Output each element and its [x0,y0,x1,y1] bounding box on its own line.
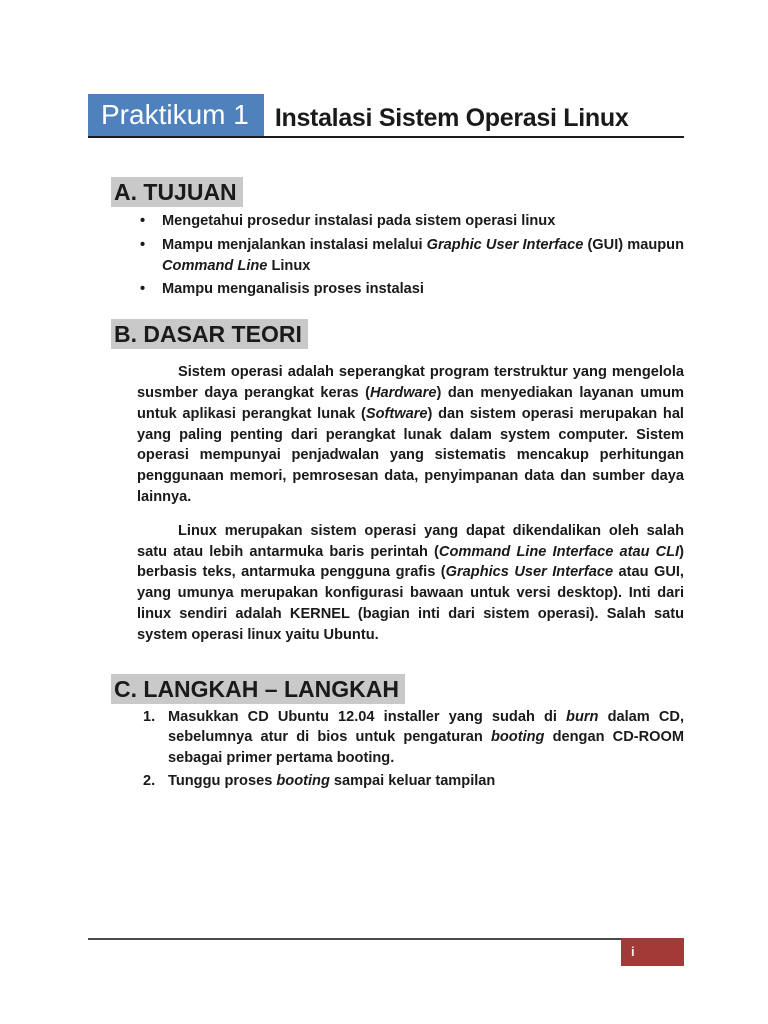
bullet-icon: • [140,236,146,253]
page-content [88,0,684,794]
section-heading-dasar-teori: B. DASAR TEORI [111,319,308,349]
bullet-item [88,279,684,300]
bullet-text: Mengetahui prosedur instalasi pada sistem operasi linux [162,213,556,229]
bullet-item [88,211,684,232]
section-tujuan [88,138,684,300]
bullet-text: Mampu menganalisis proses instalasi [162,281,424,298]
document-title: Instalasi Sistem Operasi Linux [274,104,629,132]
chapter-badge: Praktikum 1 [88,94,264,136]
bullet-item [88,235,684,277]
step-number: 1. [143,708,156,725]
langkah-step-list [88,707,684,792]
tujuan-bullet-list [88,211,684,300]
theory-paragraph: Linux merupakan sistem operasi yang dapat dikendalikan oleh salah satu atau lebih antarmuka baris perintah (Command Line Interface atau CLI) berbasis teks, antarmuka pengguna grafis (Graphics User Interface atau GUI, yang umunya merupakan konfigurasi bawaan untuk versi desktop). Inti dari linux sendiri adalah KERNEL (bagian inti dari sistem operasi). Salah satu system operasi linux yaitu Ubuntu. [137,522,684,643]
step-text: Tunggu proses booting sampai keluar tampilan [168,772,496,789]
step-item [88,771,684,792]
bullet-text: Mampu menjalankan instalasi melalui Graphic User Interface (GUI) maupun Command Line Linux [162,236,684,274]
section-langkah [88,646,684,792]
section-dasar-teori [88,303,684,645]
step-text: Masukkan CD Ubuntu 12.04 installer yang sudah di burn dalam CD, sebelumnya atur di bios untuk pengaturan booting dengan CD-ROOM sebagai primer pertama booting. [168,708,685,767]
page-footer [88,938,684,959]
bullet-icon: • [140,281,146,298]
section-heading-langkah: C. LANGKAH – LANGKAH [111,674,405,704]
page-number-badge: i [621,938,684,966]
document-header [88,94,684,138]
step-item [88,707,684,769]
theory-paragraph: Sistem operasi adalah seperangkat program terstruktur yang mengelola susmber daya perangkat keras (Hardware) dan menyediakan layanan umum untuk aplikasi perangkat lunak (Software) dan sistem operasi merupakan hal yang paling penting dari perangkat lunak dalam system computer. Sistem operasi mempunyai penjadwalan yang sistematis mencakup perhitungan penggunaan memori, pemrosesan data, penyimpanan data dan sumber daya lainnya. [137,364,684,505]
step-number: 2. [143,772,156,789]
bullet-icon: • [140,213,146,229]
section-heading-tujuan: A. TUJUAN [111,177,243,207]
